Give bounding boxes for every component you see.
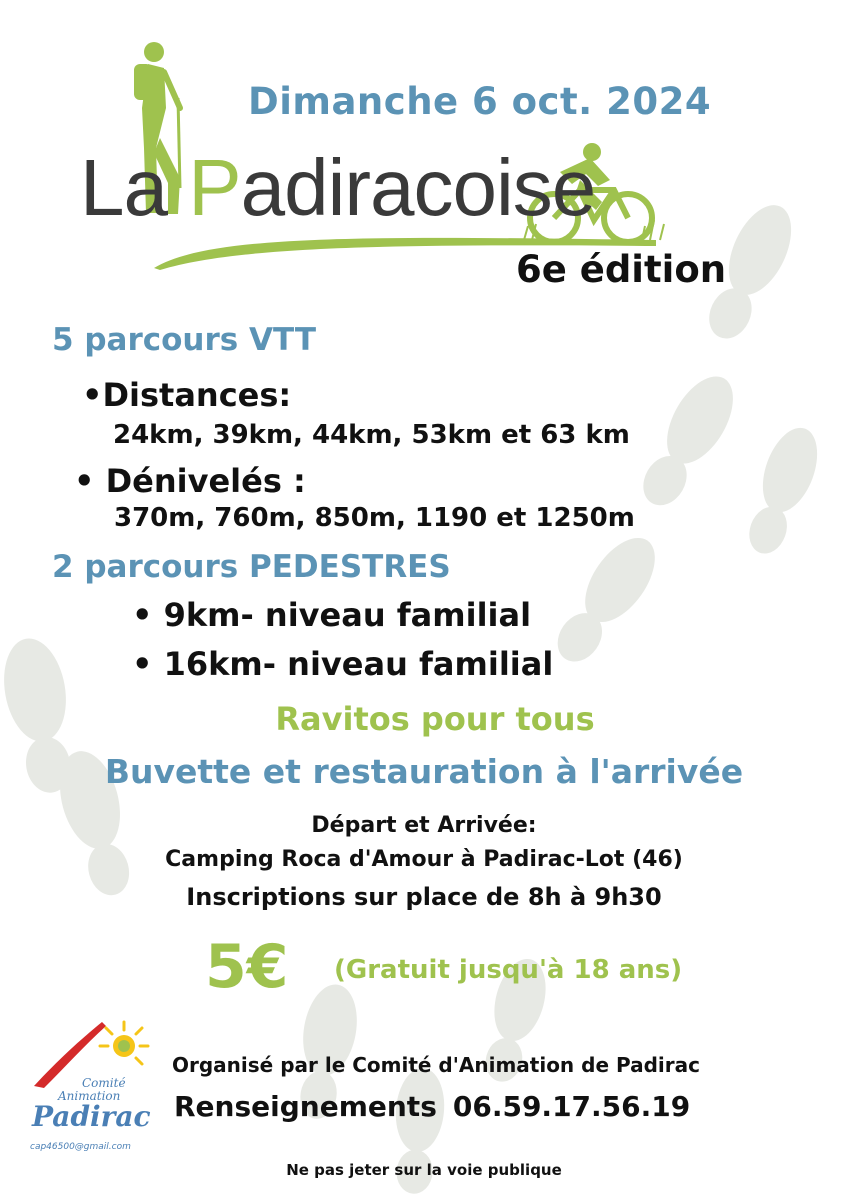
denivele-label: • Dénivelés : [74, 462, 306, 500]
pedestre-item: • 9km- niveau familial [132, 596, 532, 634]
vtt-section-title: 5 parcours VTT [52, 322, 317, 358]
logo-letter-p: P [188, 143, 241, 232]
contact-label: Renseignements [174, 1090, 437, 1123]
event-logo-title [80, 142, 595, 234]
distances-label: •Distances: [82, 376, 292, 414]
camping-location: Camping Roca d'Amour à Padirac-Lot (46) [165, 847, 683, 872]
logo-line-animation: Animation [58, 1089, 121, 1103]
price: 5€ [205, 932, 289, 1002]
price-note: (Gratuit jusqu'à 18 ans) [334, 955, 683, 985]
footer-note: Ne pas jeter sur la voie publique [286, 1161, 562, 1179]
logo-rest: adiracoise [240, 143, 596, 232]
pedestres-section-title: 2 parcours PEDESTRES [52, 549, 451, 585]
distances-values: 24km, 39km, 44km, 53km et 63 km [113, 420, 630, 450]
logo-email: cap46500@gmail.com [30, 1142, 131, 1152]
edition-label: 6e édition [516, 248, 727, 291]
organised-by: Organisé par le Comité d'Animation de Padirac [172, 1053, 700, 1077]
denivele-values: 370m, 760m, 850m, 1190 et 1250m [114, 503, 635, 533]
depart-label: Départ et Arrivée: [311, 813, 537, 838]
event-date: Dimanche 6 oct. 2024 [248, 80, 712, 123]
logo-prefix: La [80, 143, 189, 232]
comite-logo [28, 1020, 168, 1160]
contact-phone: 06.59.17.56.19 [452, 1090, 691, 1123]
contact-line [174, 1090, 690, 1123]
pedestre-item: • 16km- niveau familial [132, 645, 554, 683]
buvette-text: Buvette et restauration à l'arrivée [104, 752, 744, 791]
logo-line-comite: Comité [82, 1076, 126, 1090]
inscriptions-text: Inscriptions sur place de 8h à 9h30 [186, 883, 662, 911]
ravitos-text: Ravitos pour tous [275, 700, 595, 738]
logo-line-padirac: Padirac [32, 1100, 151, 1133]
